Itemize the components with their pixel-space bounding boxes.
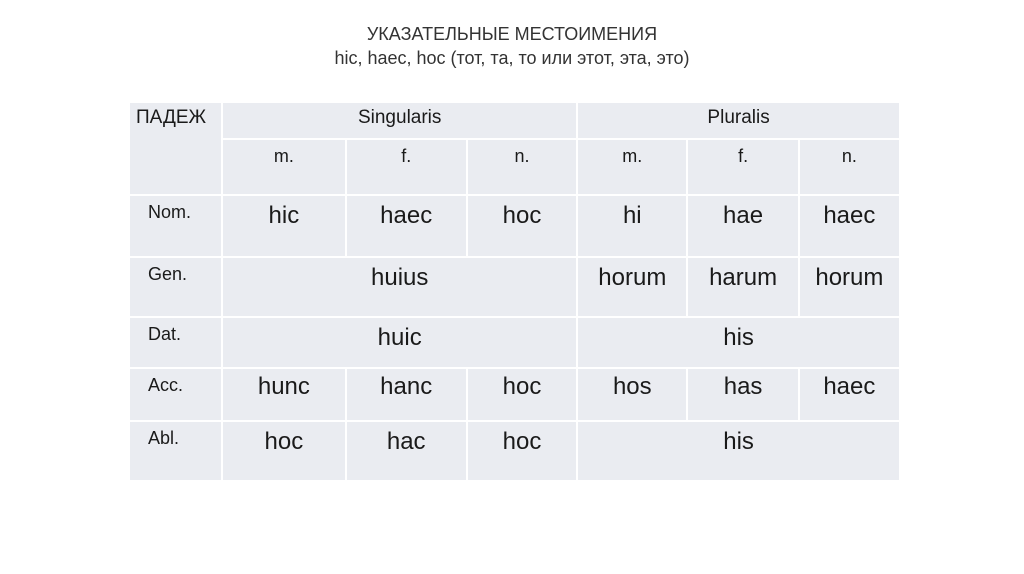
case-label: Dat. bbox=[130, 318, 221, 367]
form-cell: hae bbox=[688, 196, 797, 256]
gender-sg-m: m. bbox=[223, 140, 344, 194]
case-header-cell bbox=[130, 103, 221, 194]
form-cell: hac bbox=[347, 422, 466, 480]
table-row-nom bbox=[130, 196, 899, 256]
table-row-gen bbox=[130, 258, 899, 316]
form-cell: hanc bbox=[347, 369, 466, 420]
case-label: Abl. bbox=[130, 422, 221, 480]
form-cell: hoc bbox=[468, 196, 576, 256]
form-cell: hic bbox=[223, 196, 344, 256]
title-line-2: hic, haec, hoc (тот, та, то или этот, эта, это) bbox=[334, 48, 690, 68]
form-cell: haec bbox=[800, 369, 899, 420]
singularis-header: Singularis bbox=[357, 107, 442, 128]
form-cell-merged: his bbox=[578, 318, 899, 367]
form-cell: haec bbox=[347, 196, 466, 256]
form-cell: hoc bbox=[223, 422, 344, 480]
table-row-dat bbox=[130, 318, 899, 367]
singularis-header-cell bbox=[223, 103, 576, 138]
form-cell: haec bbox=[800, 196, 899, 256]
declension-table bbox=[128, 101, 901, 478]
form-cell: has bbox=[688, 369, 797, 420]
case-label: Gen. bbox=[130, 258, 221, 316]
slide-title bbox=[0, 22, 1024, 70]
gender-sg-f: f. bbox=[347, 140, 466, 194]
form-cell: hoc bbox=[468, 422, 576, 480]
case-label: Nom. bbox=[130, 196, 221, 256]
form-cell: hos bbox=[578, 369, 686, 420]
form-cell-merged: his bbox=[578, 422, 899, 480]
gender-pl-f: f. bbox=[688, 140, 797, 194]
gender-sg-n: n. bbox=[468, 140, 576, 194]
case-label: Acc. bbox=[130, 369, 221, 420]
form-cell-merged: huic bbox=[223, 318, 576, 367]
pluralis-header: Pluralis bbox=[707, 107, 770, 128]
gender-pl-n: n. bbox=[800, 140, 899, 194]
form-cell: horum bbox=[578, 258, 686, 316]
table-row-abl bbox=[130, 422, 899, 480]
table-row-acc bbox=[130, 369, 899, 420]
gender-pl-m: m. bbox=[578, 140, 686, 194]
form-cell: hi bbox=[578, 196, 686, 256]
form-cell: horum bbox=[800, 258, 899, 316]
pluralis-header-cell bbox=[578, 103, 899, 138]
form-cell: harum bbox=[688, 258, 797, 316]
form-cell-merged: huius bbox=[223, 258, 576, 316]
title-line-1: УКАЗАТЕЛЬНЫЕ МЕСТОИМЕНИЯ bbox=[366, 24, 658, 44]
form-cell: hunc bbox=[223, 369, 344, 420]
form-cell: hoc bbox=[468, 369, 576, 420]
case-header: ПАДЕЖ bbox=[136, 107, 207, 128]
